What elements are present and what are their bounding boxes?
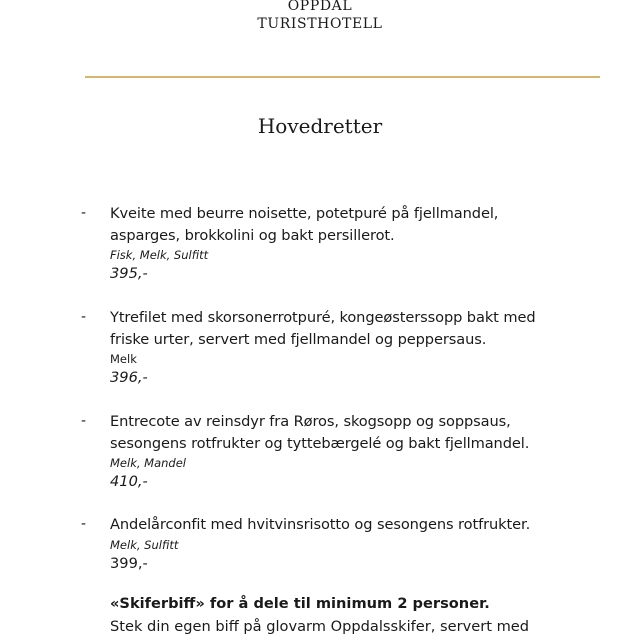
logo-line-1: OPPDAL (287, 0, 353, 14)
price: 399,- (110, 554, 148, 572)
price: 410,- (110, 473, 148, 490)
dish-description-line: friske urter, servert med fjellmandel og peppersaus. (110, 330, 487, 348)
special-title: «Skiferbiff» for å dele til minimum 2 personer. (110, 595, 490, 612)
bullet-dash: - (81, 413, 87, 429)
section-title: Hovedretter (257, 114, 383, 138)
allergens: Fisk, Melk, Sulfitt (110, 248, 209, 262)
hotel-logo (0, 0, 640, 33)
bullet-dash: - (81, 516, 87, 532)
bullet-dash: - (81, 205, 87, 221)
allergens: Melk, Mandel (110, 456, 186, 470)
dish-description-line: sesongens rotfrukter og tyttebærgelé og bakt fjellmandel. (110, 434, 530, 452)
gold-divider (85, 76, 600, 78)
bullet-dash: - (81, 309, 87, 325)
allergens: Melk (110, 352, 137, 366)
price: 396,- (110, 369, 148, 386)
dish-description-line: Kveite med beurre noisette, potetpuré på fjellmandel, (110, 205, 499, 222)
dish-description-line: Entrecote av reinsdyr fra Røros, skogsopp og soppsaus, (110, 413, 511, 430)
special-description: Stek din egen biff på glovarm Oppdalsskifer, servert med (110, 618, 530, 635)
dish-description-line: asparges, brokkolini og bakt persillerot. (110, 226, 395, 244)
dish-description-line: Ytrefilet med skorsonerrotpuré, kongeøsterssopp bakt med (110, 309, 536, 326)
price: 395,- (110, 265, 148, 282)
allergens: Melk, Sulfitt (110, 537, 179, 552)
logo-line-2: TURISTHOTELL (257, 16, 383, 32)
dish-description-line: Andelårconfit med hvitvinsrisotto og sesongens rotfrukter. (110, 516, 531, 533)
